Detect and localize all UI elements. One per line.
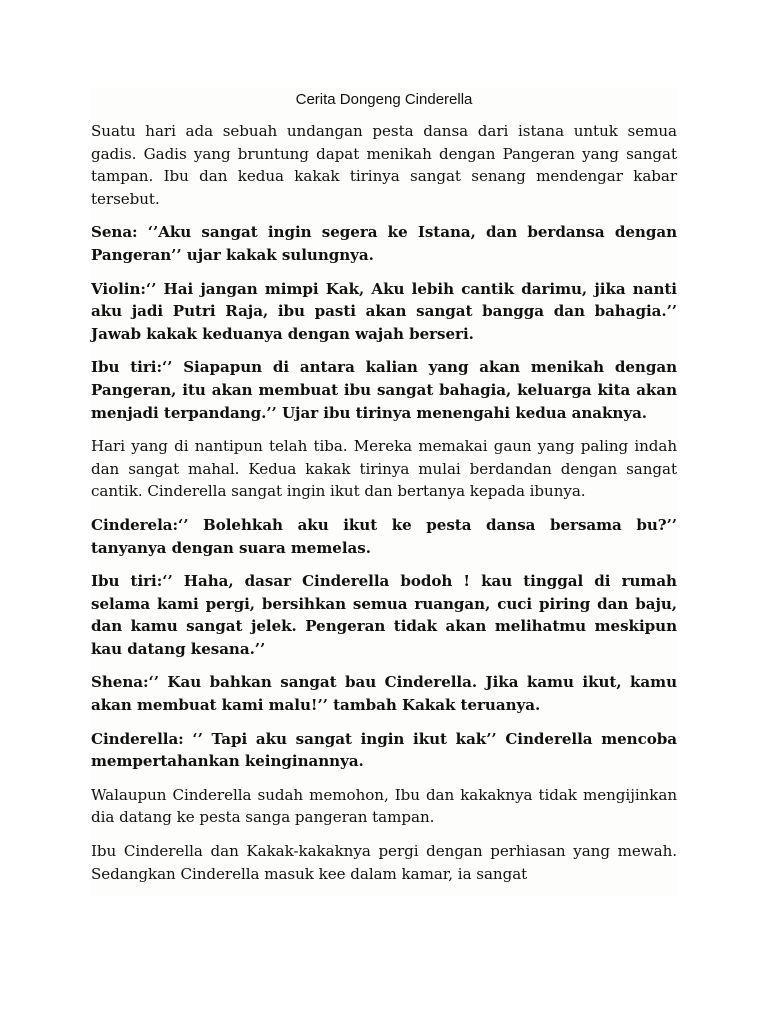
dialogue-paragraph: Cinderela:‘’ Bolehkah aku ikut ke pesta dansa bersama bu?’’ tanyanya dengan suara memelas.	[91, 515, 677, 557]
dialogue-paragraph: Shena:‘’ Kau bahkan sangat bau Cinderella. Jika kamu ikut, kamu akan membuat kami malu!’’ tambah Kakak teruanya.	[91, 673, 677, 715]
dialogue-paragraph: Ibu tiri:‘’ Haha, dasar Cinderella bodoh ! kau tinggal di rumah selama kami pergi, bersihkan semua ruangan, cuci piring dan baju, dan kamu sangat jelek. Pengeran tidak akan melihatmu meskipun kau datang kesana.’’	[91, 572, 677, 658]
dialogue-paragraph: Violin:‘’ Hai jangan mimpi Kak, Aku lebih cantik darimu, jika nanti aku jadi Putri Raja, ibu pasti akan sangat bangga dan bahagia.’’ Jawab kakak keduanya dengan wajah berseri.	[91, 279, 677, 343]
dialogue-paragraph: Cinderella: ‘’ Tapi aku sangat ingin ikut kak’’ Cinderella mencoba mempertahankan keinginannya.	[91, 729, 677, 771]
narrative-paragraph: Suatu hari ada sebuah undangan pesta dansa dari istana untuk semua gadis. Gadis yang bruntung dapat menikah dengan Pangeran yang sangat tampan. Ibu dan kedua kakak tirinya sangat senang mendengar kabar tersebut.	[91, 122, 677, 208]
narrative-paragraph: Ibu Cinderella dan Kakak-kakaknya pergi dengan perhiasan yang mewah. Sedangkan Cinderella masuk kee dalam kamar, ia sangat	[91, 842, 677, 883]
dialogue-paragraph: Ibu tiri:‘’ Siapapun di antara kalian yang akan menikah dengan Pangeran, itu akan membuat ibu sangat bahagia, keluarga kita akan menjadi terpandang.’’ Ujar ibu tirinya menengahi kedua anaknya.	[91, 358, 677, 422]
dialogue-paragraph: Sena: ‘’Aku sangat ingin segera ke Istana, dan berdansa dengan Pangeran’’ ujar kakak sulungnya.	[91, 223, 677, 264]
document-title: Cerita Dongeng Cinderella	[295, 91, 473, 108]
narrative-paragraph: Hari yang di nantipun telah tiba. Mereka memakai gaun yang paling indah dan sangat mahal. Kedua kakak tirinya mulai berdandan dengan sangat cantik. Cinderella sangat ingin ikut dan bertanya kepada ibunya.	[91, 437, 677, 501]
document-body	[91, 88, 677, 896]
narrative-paragraph: Walaupun Cinderella sudah memohon, Ibu dan kakaknya tidak mengijinkan dia datang ke pesta sanga pangeran tampan.	[91, 785, 677, 827]
